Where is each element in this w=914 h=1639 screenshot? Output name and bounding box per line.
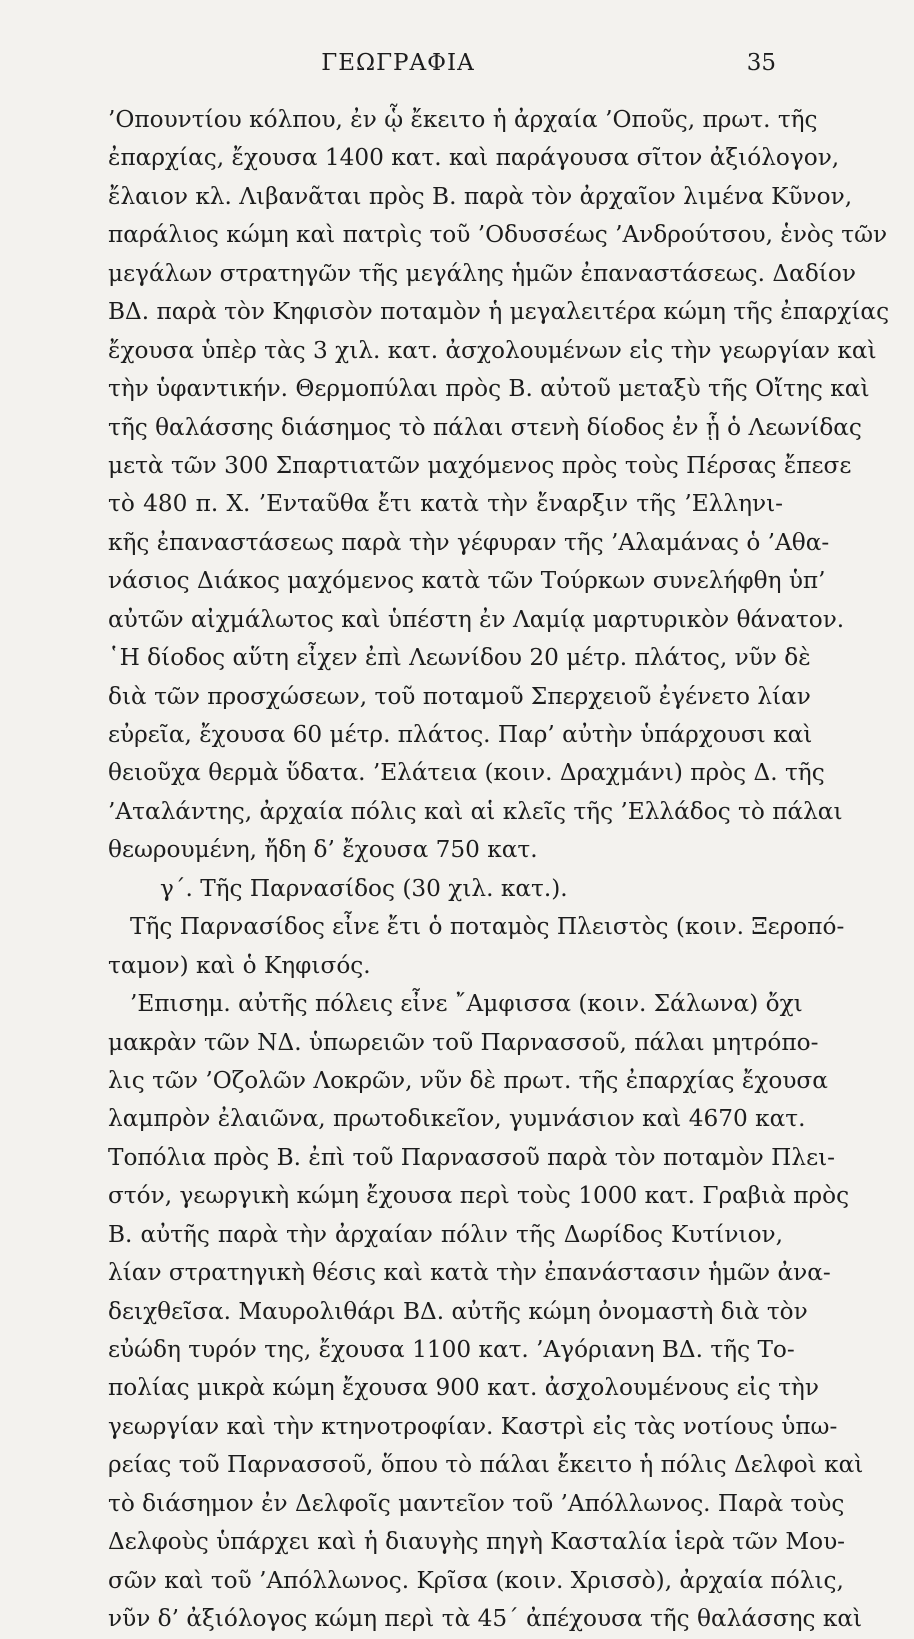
running-title: ΓΕΩΓΡΑΦΙΑ [321,50,475,76]
text-line: λίαν στρατηγικὴ θέσις καὶ κατὰ τὴν ἐπανάστασιν ἡμῶν ἀνα- [108,1259,831,1287]
page-header [0,46,914,86]
text-line: ’Οπουντίου κόλπου, ἐν ᾧ ἔκειτο ἡ ἀρχαία ’Οποῦς, πρωτ. τῆς [108,106,818,133]
text-line: σῶν καὶ τοῦ ’Απόλλωνος. Κρῖσα (κοιν. Χρισσὸ), ἀρχαία πόλις, [108,1566,844,1594]
text-line: τὸ διάσημον ἐν Δελφοῖς μαντεῖον τοῦ ’Απόλλωνος. Παρὰ τοὺς [108,1489,845,1517]
text-line: τὴν ὑφαντικήν. Θερμοπύλαι πρὸς Β. αὐτοῦ μεταξὺ τῆς Οἴτης καὶ [108,375,870,403]
text-line: εὐρεῖα, ἔχουσα 60 μέτρ. πλάτος. Παρ’ αὐτὴν ὑπάρχουσι καὶ [108,721,813,748]
text-line: μεγάλων στρατηγῶν τῆς μεγάλης ἡμῶν ἐπαναστάσεως. Δαδίον [108,259,856,287]
text-line: διὰ τῶν προσχώσεων, τοῦ ποταμοῦ Σπερχειοῦ ἐγένετο λίαν [108,682,811,710]
text-line: Τῆς Παρνασίδος εἶνε ἔτι ὁ ποταμὸς Πλειστὸς (κοιν. Ξεροπό- [130,913,845,941]
text-line: κῆς ἐπαναστάσεως παρὰ τὴν γέφυραν τῆς ’Αλαμάνας ὁ ’Αθα- [108,528,830,556]
text-line: ΒΔ. παρὰ τὸν Κηφισὸν ποταμὸν ἡ μεγαλειτέρα κώμη τῆς ἐπαρχίας [108,298,890,326]
text-line: λαμπρὸν ἐλαιῶνα, πρωτοδικεῖον, γυμνάσιον καὶ 4670 κατ. [108,1105,806,1133]
text-line: πολίας μικρὰ κώμη ἔχουσα 900 κατ. ἀσχολουμένους εἰς τὴν [108,1374,819,1402]
section-heading: γ΄. Τῆς Παρνασίδος (30 χιλ. κατ.). [160,874,568,902]
page-number: 35 [746,50,776,76]
text-line: Δελφοὺς ὑπάρχει καὶ ἡ διαυγὴς πηγὴ Κασταλία ἱερὰ τῶν Μου- [108,1528,846,1556]
text-line: ἔχουσα ὑπὲρ τὰς 3 χιλ. κατ. ἀσχολουμένων εἰς τὴν γεωργίαν καὶ [108,336,877,364]
text-line: ῾Η δίοδος αὕτη εἶχεν ἐπὶ Λεωνίδου 20 μέτρ. πλάτος, νῦν δὲ [108,644,811,672]
text-line: λις τῶν ’Οζολῶν Λοκρῶν, νῦν δὲ πρωτ. τῆς ἐπαρχίας ἔχουσα [108,1066,828,1094]
text-line: νῦν δ’ ἀξιόλογος κώμη περὶ τὰ 45΄ ἀπέχουσα τῆς θαλάσσης καὶ [108,1605,863,1633]
text-line: Β. αὐτῆς παρὰ τὴν ἀρχαίαν πόλιν τῆς Δωρίδος Κυτίνιον, [108,1220,783,1248]
text-line: ἐπαρχίας, ἔχουσα 1400 κατ. καὶ παράγουσα σῖτον ἀξιόλογον, [108,144,840,172]
body-text [108,101,890,1639]
text-line: θεωρουμένη, ἤδη δ’ ἔχουσα 750 κατ. [108,836,538,864]
text-line: ’Επισημ. αὐτῆς πόλεις εἶνε ῎Αμφισσα (κοιν. Σάλωνα) ὄχι [130,990,803,1018]
text-line: εὐώδη τυρόν της, ἔχουσα 1100 κατ. ’Αγόριανη ΒΔ. τῆς Το- [108,1336,795,1363]
text-line: ταμον) καὶ ὁ Κηφισός. [108,951,371,979]
text-line: γεωργίαν καὶ τὴν κτηνοτροφίαν. Καστρὶ εἰς τὰς νοτίους ὑπω- [108,1412,838,1440]
text-line: στόν, γεωργικὴ κώμη ἔχουσα περὶ τοὺς 1000 κατ. Γραβιὰ πρὸς [108,1182,850,1210]
text-line: μετὰ τῶν 300 Σπαρτιατῶν μαχόμενος πρὸς τοὺς Πέρσας ἔπεσε [108,451,852,479]
text-line: δειχθεῖσα. Μαυρολιθάρι ΒΔ. αὐτῆς κώμη ὀνομαστὴ διὰ τὸν [108,1297,808,1325]
text-line: νάσιος Διάκος μαχόμενος κατὰ τῶν Τούρκων συνελήφθη ὑπ’ [108,567,826,595]
text-line: ἔλαιον κλ. Λιβανᾶται πρὸς Β. παρὰ τὸν ἀρχαῖον λιμένα Κῦνον, [108,182,853,210]
text-line: τῆς θαλάσσης διάσημος τὸ πάλαι στενὴ δίοδος ἐν ᾗ ὁ Λεωνίδας [108,413,862,441]
text-line: ρείας τοῦ Παρνασσοῦ, ὅπου τὸ πάλαι ἔκειτο ἡ πόλις Δελφοὶ καὶ [108,1451,864,1479]
text-line: αὐτῶν αἰχμάλωτος καὶ ὑπέστη ἐν Λαμίᾳ μαρτυρικὸν θάνατον. [108,605,845,633]
text-line: Τοπόλια πρὸς Β. ἐπὶ τοῦ Παρνασσοῦ παρὰ τὸν ποταμὸν Πλει- [108,1143,836,1171]
text-line: μακρὰν τῶν ΝΔ. ὑπωρειῶν τοῦ Παρνασσοῦ, πάλαι μητρόπο- [108,1028,819,1056]
text-line: τὸ 480 π. Χ. ’Ενταῦθα ἔτι κατὰ τὴν ἔναρξιν τῆς ’Ελληνι- [108,490,783,518]
text-line: παράλιος κώμη καὶ πατρὶς τοῦ ’Οδυσσέως ’Ανδρούτσου, ἑνὸς τῶν [108,221,888,249]
text-line: ’Αταλάντης, ἀρχαία πόλις καὶ αἱ κλεῖς τῆς ’Ελλάδος τὸ πάλαι [108,797,843,825]
text-line: θειοῦχα θερμὰ ὕδατα. ’Ελάτεια (κοιν. Δραχμάνι) πρὸς Δ. τῆς [108,759,825,787]
